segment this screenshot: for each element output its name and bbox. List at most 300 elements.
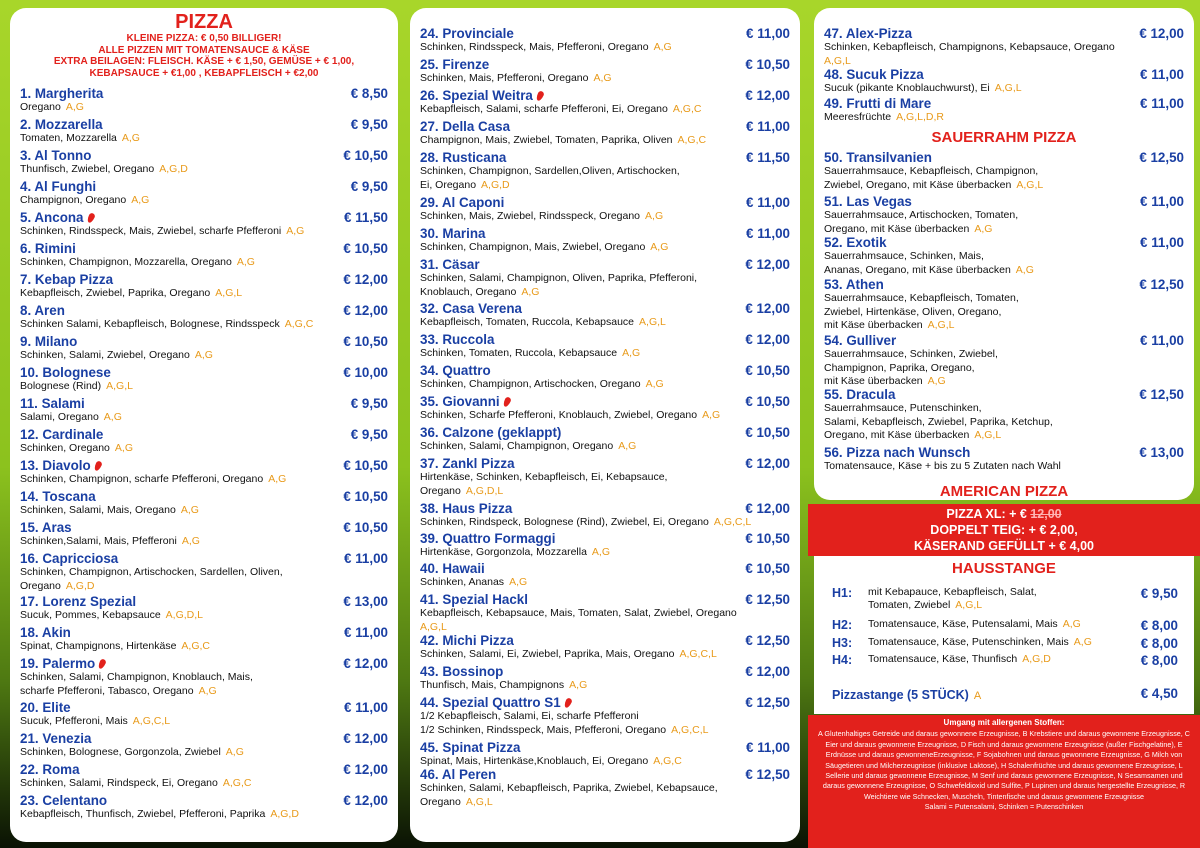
hausstange-code: H2: <box>832 618 853 632</box>
chili-icon <box>535 90 545 102</box>
item-price: € 12,00 <box>745 664 790 679</box>
item-desc <box>20 808 388 822</box>
item-name <box>20 117 388 132</box>
chili-icon <box>97 658 107 670</box>
item-name <box>824 235 1184 250</box>
item-desc <box>824 362 1184 376</box>
menu-item <box>420 119 790 148</box>
item-allergens: A,G <box>121 132 140 144</box>
item-desc-text: Ei, Oregano <box>420 178 477 191</box>
allergen-text: A Glutenhaltiges Getreide und daraus gewonnene Erzeugnisse, B Krebstiere und daraus gewonnene Erzeugnisse, C Eier und daraus gewonnene Erzeugnisse, D Fisch und daraus gewonnene Erzeugnisse (außer Fischgelatine), E Erdnüsse und daraus gewonneneErzeugnisse, F Sojabohnen und daraus gewonnene Erzeugnisse, G Milch von Säugetieren und Milcherzeugnisse (inklusive Laktose), H Schalenfrüchte und daraus gewonnene Erzeugnisse, L Sellerie und daraus gewonnene Erzeugnisse, M Senf und daraus gewonnene Erzeugnisse, N Sesamsamen und daraus gewonnene Erzeugnisse, O Schwefeldioxid und Sulfite, P Lupinen und daraus hergestellte Erzeugnisse, R Weichtiere wie Schnecken, Muscheln, Tintenfische und daraus gewonnene Erzeugnisse <box>818 729 1190 801</box>
menu-item <box>420 456 790 498</box>
menu-item <box>420 633 790 662</box>
item-name <box>20 86 388 101</box>
menu-item <box>824 333 1184 389</box>
item-name <box>420 394 790 409</box>
item-name-text: 11. Salami <box>20 396 85 411</box>
item-desc <box>420 679 790 693</box>
item-name <box>420 767 790 782</box>
item-price: € 12,00 <box>745 332 790 347</box>
xl-prefix: PIZZA XL: + € <box>946 507 1027 521</box>
item-allergens: A,G,C <box>284 318 314 330</box>
menu-item <box>420 592 790 634</box>
item-desc-text: Thunfisch, Zwiebel, Oregano <box>20 163 155 175</box>
item-name <box>20 365 388 380</box>
item-desc <box>420 72 790 86</box>
allergen-title: Umgang mit allergenen Stoffen: <box>943 718 1065 727</box>
item-allergens: A,G <box>650 241 669 253</box>
item-price: € 11,00 <box>344 700 388 715</box>
double-dough-line: DOPPELT TEIG: + € 2,00, <box>930 523 1078 537</box>
item-price: € 12,00 <box>745 456 790 471</box>
item-price: € 10,00 <box>343 365 388 380</box>
item-name <box>420 363 790 378</box>
hausstange-desc <box>868 636 1178 649</box>
item-desc-text: Sauerrahmsauce, Artischocken, Tomaten, <box>824 209 1019 221</box>
hausstange-desc-text: Tomatensauce, Käse, Thunfisch <box>868 653 1018 665</box>
item-price: € 12,50 <box>1139 150 1184 165</box>
item-name <box>20 520 388 535</box>
item-desc-text: Schinken, Salami, Rindspeck, Ei, Oregano <box>20 777 218 789</box>
item-price: € 12,00 <box>745 257 790 272</box>
item-name-text: 21. Venezia <box>20 731 92 746</box>
item-name-text: 46. Al Peren <box>420 767 497 782</box>
item-name-text: 10. Bolognese <box>20 365 111 380</box>
item-desc-text: Oregano <box>420 484 461 497</box>
item-name-text: 32. Casa Verena <box>420 301 522 316</box>
item-desc-text: Kebapfleisch, Thunfisch, Zwiebel, Pfefferoni, Paprika <box>20 808 266 820</box>
item-price: € 12,00 <box>343 731 388 746</box>
menu-item <box>824 96 1184 125</box>
item-price: € 12,00 <box>343 793 388 808</box>
item-name <box>824 194 1184 209</box>
hausstange-desc-text: mit Kebapauce, Kebapfleisch, Salat, <box>868 586 1037 598</box>
menu-item <box>20 520 388 549</box>
item-desc <box>824 264 1184 278</box>
hausstange-price: € 9,50 <box>1140 586 1178 601</box>
item-desc-text: Spinat, Mais, Hirtenkäse,Knoblauch, Ei, Oregano <box>420 755 649 767</box>
item-name-text: 35. Giovanni <box>420 394 500 409</box>
pizzastange-price: € 4,50 <box>1140 686 1178 701</box>
item-price: € 12,00 <box>343 272 388 287</box>
item-allergens: A,G,C <box>181 640 211 652</box>
item-name <box>824 67 1184 82</box>
item-desc <box>824 223 1184 237</box>
item-desc-text: Hirtenkäse, Schinken, Kebapfleisch, Ei, Kebapsauce, <box>420 471 668 483</box>
allergen-info <box>808 715 1200 848</box>
item-allergens: A,G,L <box>106 380 133 392</box>
item-name <box>420 561 790 576</box>
item-allergens: A,G <box>927 375 946 387</box>
menu-item <box>420 26 790 55</box>
item-desc <box>824 55 1184 69</box>
item-allergens: A,G <box>974 222 993 235</box>
menu-item <box>420 332 790 361</box>
item-name <box>420 26 790 41</box>
item-name <box>20 458 388 473</box>
item-name-text: 36. Calzone (geklappt) <box>420 425 562 440</box>
item-price: € 10,50 <box>745 363 790 378</box>
item-allergens: A,G <box>198 684 217 697</box>
item-price: € 11,50 <box>344 210 388 225</box>
menu-item <box>420 531 790 560</box>
item-price: € 12,00 <box>343 762 388 777</box>
item-name <box>420 501 790 516</box>
item-allergens: A,G,C <box>672 103 702 115</box>
item-desc-text: 1/2 Schinken, Rindsspeck, Mais, Pfefferoni, Oregano <box>420 723 667 736</box>
item-desc <box>420 648 790 662</box>
item-name-text: 29. Al Caponi <box>420 195 505 210</box>
item-allergens: A,G,L <box>927 319 955 331</box>
menu-item <box>20 551 388 593</box>
item-desc-text: Zwiebel, Hirtenkäse, Oliven, Oregano, <box>824 305 1002 318</box>
item-price: € 10,50 <box>745 57 790 72</box>
note-line: KEBAPSAUCE + €1,00 , KEBAPFLEISCH + €2,00 <box>89 67 319 79</box>
item-price: € 12,00 <box>745 501 790 516</box>
menu-item <box>420 501 790 530</box>
item-desc <box>20 671 388 685</box>
item-name <box>20 210 388 225</box>
hausstange-desc <box>868 618 1178 631</box>
item-desc <box>420 41 790 55</box>
pizzastange-item <box>832 686 1178 704</box>
item-name <box>20 396 388 411</box>
item-desc-text: Schinken, Salami, Kebapfleisch, Paprika, Zwiebel, Kebapsauce, <box>420 782 718 794</box>
item-desc-text: Tomatensauce, Käse + bis zu 5 Zutaten nach Wahl <box>824 460 1061 472</box>
item-desc-text: Sauerrahmsauce, Schinken, Mais, <box>824 250 984 262</box>
hausstange-heading: HAUSSTANGE <box>952 560 1056 577</box>
item-price: € 12,50 <box>745 695 790 710</box>
hausstange-item <box>832 653 1178 666</box>
item-desc <box>20 685 388 699</box>
item-desc <box>420 286 790 300</box>
item-desc-text: Sucuk, Pfefferoni, Mais <box>20 715 128 727</box>
item-desc-text: 1/2 Kebapfleisch, Salami, Ei, scharfe Pfefferoni <box>420 710 639 722</box>
item-name-text: 31. Cäsar <box>420 257 480 272</box>
item-price: € 11,00 <box>746 740 790 755</box>
item-price: € 12,50 <box>745 767 790 782</box>
item-name-text: 34. Quattro <box>420 363 491 378</box>
hausstange-desc-text: Tomaten, Zwiebel <box>868 599 951 611</box>
item-desc-text: Schinken, Champignon, Sardellen,Oliven, Artischocken, <box>420 165 680 177</box>
item-desc-text: Schinken, Champignon, Mozzarella, Oregano <box>20 256 232 268</box>
item-price: € 8,50 <box>350 86 388 101</box>
item-allergens: A,G <box>1015 263 1034 276</box>
item-price: € 12,00 <box>1139 26 1184 41</box>
hausstange-code: H3: <box>832 636 853 650</box>
item-desc <box>20 132 388 146</box>
item-price: € 9,50 <box>350 396 388 411</box>
item-name-text: 20. Elite <box>20 700 71 715</box>
item-allergens: A,G <box>194 349 213 361</box>
item-name <box>420 301 790 316</box>
item-name <box>420 257 790 272</box>
item-name-text: 7. Kebap Pizza <box>20 272 114 287</box>
item-allergens: A,G <box>645 210 664 222</box>
menu-item <box>420 226 790 255</box>
pizza-heading: PIZZA <box>175 11 233 33</box>
item-price: € 11,00 <box>344 551 388 566</box>
item-price: € 10,50 <box>745 561 790 576</box>
item-desc-text: Champignon, Mais, Zwiebel, Tomaten, Paprika, Oliven <box>420 134 673 146</box>
item-allergens: A,G,L <box>420 620 447 633</box>
item-allergens: A,G <box>591 546 611 558</box>
hausstange-item <box>832 618 1178 631</box>
item-desc <box>20 535 388 549</box>
menu-item <box>20 396 388 425</box>
item-name-text: 13. Diavolo <box>20 458 91 473</box>
item-desc-text: Salami, Oregano <box>20 411 99 423</box>
menu-item <box>824 67 1184 96</box>
item-name <box>20 179 388 194</box>
item-name-text: 40. Hawaii <box>420 561 485 576</box>
menu-item <box>20 365 388 394</box>
menu-item <box>20 625 388 654</box>
sauerrahm-heading: SAUERRAHM PIZZA <box>931 129 1077 146</box>
item-name <box>20 334 388 349</box>
item-desc-text: Thunfisch, Mais, Champignons <box>420 679 565 691</box>
menu-item <box>824 445 1184 474</box>
item-desc <box>824 292 1184 306</box>
item-desc <box>20 225 388 239</box>
item-desc <box>20 163 388 177</box>
menu-item <box>20 731 388 760</box>
item-name-text: 15. Aras <box>20 520 72 535</box>
item-name <box>824 445 1184 460</box>
item-name-text: 16. Capricciosa <box>20 551 119 566</box>
item-allergens: A,G,C,L <box>671 723 709 736</box>
item-price: € 10,50 <box>343 148 388 163</box>
item-desc <box>20 473 388 487</box>
american-pricing <box>808 504 1200 556</box>
item-allergens: A,G <box>65 101 84 113</box>
item-desc-text: Schinken, Champignon, Artischocken, Sardellen, Oliven, <box>20 566 283 578</box>
item-name <box>420 425 790 440</box>
item-price: € 11,00 <box>344 625 388 640</box>
item-desc <box>824 209 1184 223</box>
item-desc <box>420 316 790 330</box>
hausstange-price: € 8,00 <box>1140 653 1178 668</box>
item-name <box>824 387 1184 402</box>
item-desc <box>420 165 790 179</box>
item-allergens: A,G,L,D,R <box>896 111 944 123</box>
menu-item <box>420 561 790 590</box>
pizza-notes <box>10 33 398 79</box>
item-name <box>824 333 1184 348</box>
item-name-text: 19. Palermo <box>20 656 96 671</box>
item-allergens: A,G,L <box>974 429 1002 441</box>
xl-old-price: 12,00 <box>1030 507 1062 521</box>
item-desc-text: Schinken, Kebapfleisch, Champignons, Kebapsauce, Oregano <box>824 41 1115 53</box>
item-name <box>20 241 388 256</box>
item-desc-text: Oregano <box>420 795 461 808</box>
item-desc <box>20 256 388 270</box>
item-desc <box>420 796 790 810</box>
item-allergens: A,G <box>181 535 200 547</box>
item-name-text: 6. Rimini <box>20 241 76 256</box>
item-desc-text: Schinken, Salami, Zwiebel, Oregano <box>20 349 190 361</box>
item-allergens: A,G <box>618 440 637 452</box>
item-allergens: A,G <box>103 411 122 423</box>
hausstange-item <box>832 636 1178 649</box>
item-desc-text: Oregano <box>20 579 61 592</box>
item-desc <box>420 103 790 117</box>
item-desc <box>420 471 790 485</box>
item-desc <box>824 416 1184 430</box>
item-name-text: 56. Pizza nach Wunsch <box>824 445 971 460</box>
menu-item <box>824 150 1184 192</box>
item-desc-text: Schinken, Mais, Pfefferoni, Oregano <box>420 72 589 84</box>
item-price: € 12,00 <box>343 656 388 671</box>
item-price: € 12,00 <box>745 301 790 316</box>
item-name-text: 51. Las Vegas <box>824 194 912 209</box>
item-name <box>824 277 1184 292</box>
menu-item <box>20 148 388 177</box>
menu-panel-right <box>814 8 1194 500</box>
item-name <box>20 625 388 640</box>
menu-item <box>420 195 790 224</box>
hausstange-code: H1: <box>832 586 853 600</box>
hausstange-price: € 8,00 <box>1140 618 1178 633</box>
item-desc-text: Zwiebel, Oregano, mit Käse überbacken <box>824 178 1012 191</box>
item-allergens: A,G <box>225 746 244 758</box>
item-price: € 11,00 <box>1140 67 1184 82</box>
item-name-text: 4. Al Funghi <box>20 179 97 194</box>
item-allergens: A,G,C <box>222 777 252 789</box>
item-allergens: A,G,C <box>653 755 682 767</box>
menu-item <box>20 793 388 822</box>
item-desc-text: scharfe Pfefferoni, Tabasco, Oregano <box>20 684 194 697</box>
item-desc-text: Kebapfleisch, Kebapsauce, Mais, Tomaten, Salat, Zwiebel, Oregano <box>420 607 737 619</box>
item-desc <box>420 607 790 621</box>
note-line: EXTRA BEILAGEN: FLEISCH. KÄSE + € 1,50, GEMÜSE + € 1,00, <box>53 56 355 67</box>
item-desc <box>420 179 790 193</box>
item-desc <box>420 210 790 224</box>
item-allergens: A,G,C,L <box>679 648 717 660</box>
item-allergens: A,G,L <box>465 795 493 808</box>
item-name-text: 1. Margherita <box>20 86 104 101</box>
item-name-text: 30. Marina <box>420 226 486 241</box>
menu-item <box>20 117 388 146</box>
item-name-text: 43. Bossinop <box>420 664 504 679</box>
note-line: KLEINE PIZZA: € 0,50 BILLIGER! <box>126 33 282 44</box>
item-price: € 10,50 <box>745 425 790 440</box>
item-desc <box>20 580 388 594</box>
hausstange-desc-text: Tomatensauce, Käse, Putenschinken, Mais <box>868 636 1069 648</box>
menu-panel-middle <box>410 8 800 842</box>
item-name <box>20 793 388 808</box>
item-name-text: 49. Frutti di Mare <box>824 96 932 111</box>
item-name <box>420 695 790 710</box>
item-desc-text: Schinken, Tomaten, Ruccola, Kebapsauce <box>420 347 618 359</box>
item-price: € 11,00 <box>746 119 790 134</box>
item-desc-text: Schinken, Rindspeck, Bolognese (Rind), Zwiebel, Ei, Oregano <box>420 516 709 528</box>
item-desc <box>420 134 790 148</box>
hausstange-desc <box>868 599 1178 612</box>
item-desc <box>824 250 1184 264</box>
item-name-text: 37. Zankl Pizza <box>420 456 515 471</box>
item-name-text: 24. Provinciale <box>420 26 514 41</box>
menu-item <box>20 272 388 301</box>
item-desc-text: Schinken, Champignon, scharfe Pfefferoni, Oregano <box>20 473 264 485</box>
item-desc <box>824 82 1184 96</box>
item-name <box>420 664 790 679</box>
item-allergens: A,G,D <box>65 579 95 592</box>
item-desc-text: Schinken, Bolognese, Gorgonzola, Zwiebel <box>20 746 221 758</box>
item-desc-text: Sauerrahmsauce, Kebapfleisch, Tomaten, <box>824 292 1019 304</box>
item-desc <box>20 318 388 332</box>
item-desc <box>20 566 388 580</box>
item-price: € 12,50 <box>745 633 790 648</box>
pizzastange-allergens: A <box>973 690 982 702</box>
item-desc-text: Schinken, Salami, Mais, Oregano <box>20 504 176 516</box>
item-name <box>20 551 388 566</box>
item-name <box>420 88 790 103</box>
item-allergens: A,G <box>593 72 612 84</box>
menu-item <box>420 57 790 86</box>
item-name <box>824 96 1184 111</box>
item-desc-text: mit Käse überbacken <box>824 319 923 331</box>
item-name-text: 47. Alex-Pizza <box>824 26 913 41</box>
item-price: € 12,50 <box>1139 277 1184 292</box>
item-price: € 9,50 <box>350 117 388 132</box>
item-allergens: A,G,L <box>824 54 851 67</box>
item-name <box>420 150 790 165</box>
item-price: € 9,50 <box>350 427 388 442</box>
item-price: € 12,50 <box>1139 387 1184 402</box>
item-desc-text: Schinken, Mais, Zwiebel, Rindsspeck, Oregano <box>420 210 641 222</box>
item-name-text: 54. Gulliver <box>824 333 897 348</box>
hausstange-allergens: A,G,D <box>1022 653 1051 665</box>
item-price: € 11,00 <box>1140 194 1184 209</box>
item-price: € 10,50 <box>343 458 388 473</box>
item-desc-text: Tomaten, Mozzarella <box>20 132 117 144</box>
item-desc-text: Oregano, mit Käse überbacken <box>824 429 970 441</box>
item-desc <box>20 349 388 363</box>
item-allergens: A,G <box>268 473 287 485</box>
chili-icon <box>86 212 96 224</box>
item-desc <box>420 710 790 724</box>
item-name <box>20 656 388 671</box>
item-name <box>420 531 790 546</box>
item-desc <box>824 460 1184 474</box>
item-desc-text: Schinken, Salami, Champignon, Oliven, Paprika, Pfefferoni, <box>420 272 698 284</box>
item-desc-text: Knoblauch, Oregano <box>420 285 517 298</box>
item-price: € 9,50 <box>350 179 388 194</box>
menu-item <box>20 303 388 332</box>
menu-item <box>20 594 388 623</box>
american-heading: AMERICAN PIZZA <box>939 483 1069 500</box>
item-desc-text: Schinken, Rindsspeck, Mais, Zwiebel, scharfe Pfefferoni <box>20 225 282 237</box>
pizzastange-name: Pizzastange (5 STÜCK) <box>832 688 969 702</box>
item-desc-text: Schinken, Salami, Champignon, Oregano <box>420 440 614 452</box>
item-name <box>824 150 1184 165</box>
item-desc-text: mit Käse überbacken <box>824 375 923 387</box>
hausstange-desc-text: Tomatensauce, Käse, Putensalami, Mais <box>868 618 1058 630</box>
item-allergens: A,G,C <box>677 134 707 146</box>
item-name <box>20 489 388 504</box>
item-desc <box>20 287 388 301</box>
item-price: € 10,50 <box>343 241 388 256</box>
item-name <box>420 456 790 471</box>
item-price: € 12,50 <box>745 592 790 607</box>
item-name-text: 2. Mozzarella <box>20 117 103 132</box>
menu-item <box>420 695 790 737</box>
item-desc-text: Oregano, mit Käse überbacken <box>824 222 970 235</box>
item-price: € 11,00 <box>1140 235 1184 250</box>
item-desc <box>420 440 790 454</box>
item-name-text: 45. Spinat Pizza <box>420 740 521 755</box>
